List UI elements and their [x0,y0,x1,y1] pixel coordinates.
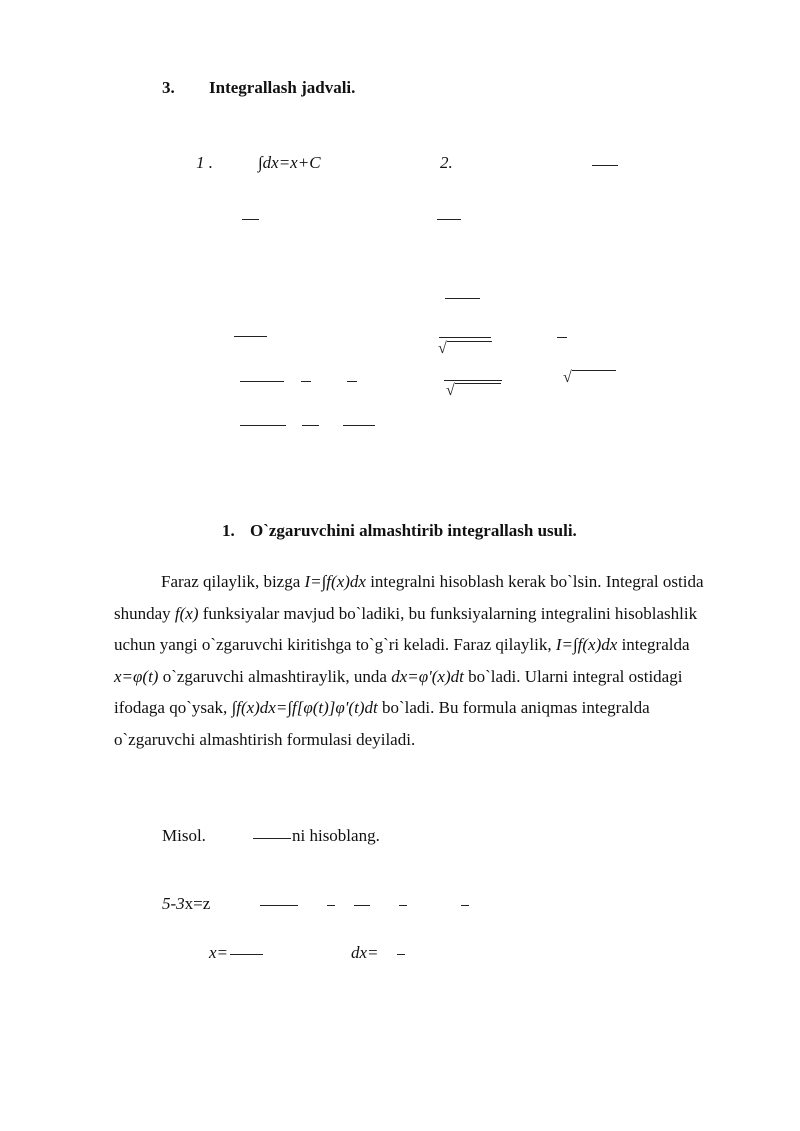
example-suffix: ni hisoblang. [292,826,380,845]
table-item-1-number: 1 . [196,153,213,172]
section-title: Integrallash jadvali. [209,78,356,97]
radical-bar [447,341,492,342]
fraction-bar [302,425,319,426]
substitution: 5-3x=z [162,894,211,913]
fraction-bar [230,954,263,955]
fraction-bar [445,298,480,299]
fraction-bar [260,905,298,906]
radical-bar [455,383,501,384]
radical-bar [572,370,616,371]
section-number: 3. [162,78,175,97]
fraction-bar [347,381,357,382]
fraction-bar [399,905,407,906]
fraction-bar [461,905,469,906]
section-number: 1. [222,521,235,540]
fraction-bar [253,838,291,839]
fraction-bar [242,219,259,220]
body-paragraph: Faraz qilaylik, bizga I=∫f(x)dx integralni hisoblash kerak bo`lsin. Integral ostida shunday f(x) funksiyalar mavjud bo`ladiki, bu funksiyalarning integralini hisoblashlik uchun yangi o`zgaruvchi kiritishga to`g`ri keladi. Faraz qilaylik, I=∫f(x)dx integralda x=φ(t) o`zgaruvchi almashtiraylik, unda dx=φ'(x)dt bo`ladi. Ularni integral ostidagi ifodaga qo`ysak, ∫f(x)dx=∫f[φ(t)]φ'(t)dt bo`ladi. Bu formula aniqmas integralda o`zgaruvchi almashtirish formulasi deyiladi. [114,572,704,749]
example-label: Misol. [162,826,206,845]
sqrt-icon: √ [438,340,447,357]
x-expression: x= [209,943,229,962]
fraction-bar [437,219,461,220]
sqrt-icon: √ [563,369,572,386]
fraction-bar [240,425,286,426]
fraction-bar [397,954,405,955]
fraction-bar [327,905,335,906]
fraction-bar [343,425,375,426]
fraction-bar [439,337,491,338]
fraction-bar [354,905,370,906]
fraction-bar [444,380,502,381]
fraction-bar [240,381,284,382]
dx-expression: dx= [351,943,379,962]
fraction-bar [592,165,618,166]
fraction-bar [557,337,567,338]
section-title: O`zgaruvchini almashtirib integrallash usuli. [250,521,577,540]
fraction-bar [234,336,267,337]
table-item-2-number: 2. [440,153,453,172]
fraction-bar [301,381,311,382]
table-item-1-formula: ∫dx=x+C [258,153,321,172]
sqrt-icon: √ [446,382,455,399]
